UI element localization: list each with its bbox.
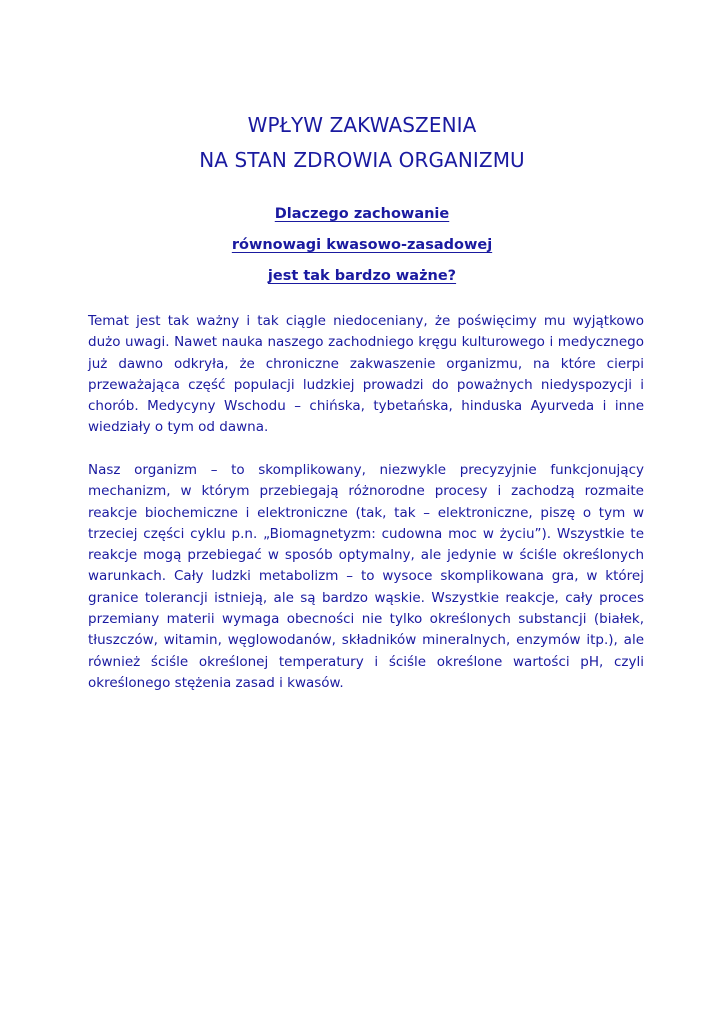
- paragraph: Nasz organizm – to skomplikowany, niezwykle precyzyjnie funkcjonujący mechanizm, w którym przebiegają różnorodne procesy i zachodzą rozmaite reakcje biochemiczne i elektroniczne (tak, tak – elektroniczne, piszę o tym w trzeciej części cyklu p.n. „Biomagnetyzm: cudowna moc w życiu”). Wszystkie te reakcje mogą przebiegać w sposób optymalny, ale jedynie w ściśle określonych warunkach. Cały ludzki metabolizm – to wysoce skomplikowana gra, w której granice tolerancji istnieją, ale są bardzo wąskie. Wszystkie reakcje, cały proces przemiany materii wymaga obecności nie tylko określonych substancji (białek, tłuszczów, witamin, węglowodanów, składników mineralnych, enzymów itp.), ale również ściśle określonej temperatury i ściśle określone wartości pH, czyli określonego stężenia zasad i kwasów.: [88, 462, 644, 691]
- document-subtitle: [0, 199, 724, 292]
- subtitle-text: równowagi kwasowo-zasadowej: [231, 237, 493, 253]
- subtitle-text: jest tak bardzo ważne?: [267, 268, 457, 284]
- title-line: NA STAN ZDROWIA ORGANIZMU: [199, 148, 525, 172]
- document-title: [0, 108, 724, 178]
- subtitle-line: [0, 261, 724, 292]
- subtitle-line: [0, 230, 724, 261]
- subtitle-text: Dlaczego zachowanie: [274, 206, 450, 222]
- paragraph: Temat jest tak ważny i tak ciągle niedoceniany, że poświęcimy mu wyjątkowo dużo uwagi. Nawet nauka naszego zachodniego kręgu kulturowego i medycznego już dawno odkryła, że chroniczne zakwaszenie organizmu, na które cierpi przeważająca część populacji ludzkiej prowadzi do poważnych niedyspozycji i chorób. Medycyny Wschodu – chińska, tybetańska, hinduska Ayurveda i inne wiedziały o tym od dawna.: [88, 313, 644, 436]
- title-line: WPŁYW ZAKWASZENIA: [247, 113, 477, 137]
- subtitle-line: [0, 199, 724, 230]
